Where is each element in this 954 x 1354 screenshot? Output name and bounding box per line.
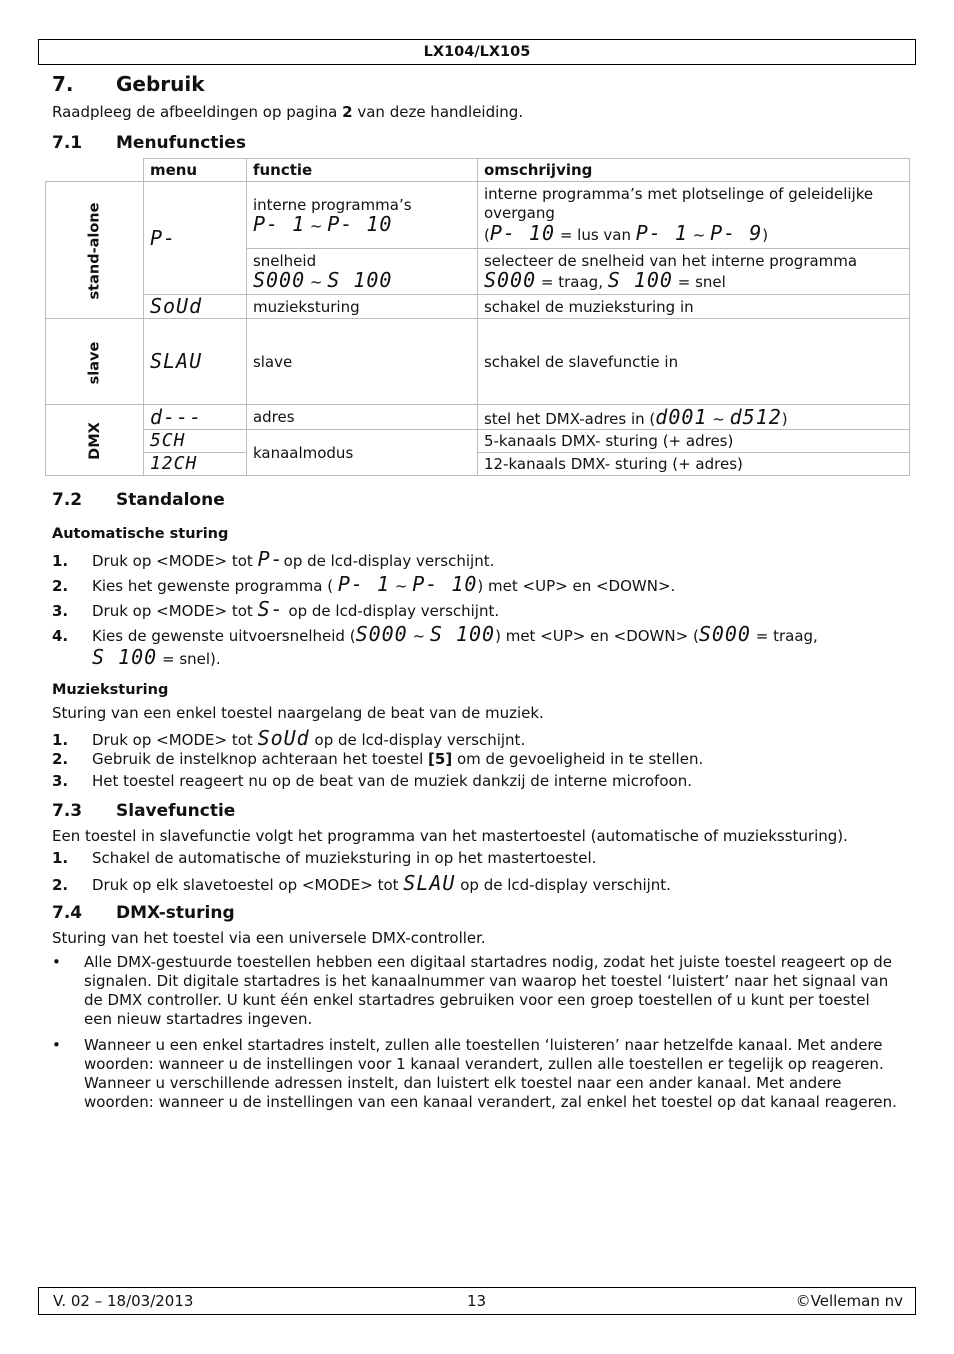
subheading-auto: Automatische sturing xyxy=(52,526,229,542)
dmx-intro: Sturing van het toestel via een universele DMX-controller. xyxy=(52,929,486,947)
omschrijving-cell: 5-kanaals DMX- sturing (+ adres) xyxy=(477,430,909,453)
functie-cell: adres xyxy=(246,405,477,430)
list-item: 4. Kies de gewenste uitvoersnelheid (S000 ~ S 100) met <UP> en <DOWN> (S000 = traag, xyxy=(52,622,818,646)
section-number: 7. xyxy=(52,72,74,96)
functie-cell: interne programma’s P- 1 ~ P- 10 xyxy=(246,182,477,249)
subheading-music: Muzieksturing xyxy=(52,682,169,698)
menu-functions-table xyxy=(45,158,910,476)
table-row xyxy=(46,453,910,476)
menu-cell: 12CH xyxy=(143,453,246,476)
page-header: LX104/LX105 xyxy=(38,39,916,65)
table-row xyxy=(46,295,910,319)
table-row xyxy=(46,405,910,430)
list-item: 2. Druk op elk slavetoestel op <MODE> tot SLAU op de lcd-display verschijnt. xyxy=(52,871,671,895)
list-item: 1. Schakel de automatische of muzieksturing in op het mastertoestel. xyxy=(52,849,597,867)
list-item: 3. Het toestel reageert nu op de beat van de muziek dankzij de interne microfoon. xyxy=(52,772,692,790)
subsection-title: Slavefunctie xyxy=(116,801,236,821)
list-item: 2. Gebruik de instelknop achteraan het toestel [5] om de gevoeligheid in te stellen. xyxy=(52,750,704,768)
subsection-number: 7.1 xyxy=(52,133,83,153)
subsection-number: 7.2 xyxy=(52,490,83,510)
music-intro: Sturing van een enkel toestel naargelang de beat van de muziek. xyxy=(52,704,544,722)
footer-copyright: ©Velleman nv xyxy=(795,1292,903,1310)
bullet-item: • Alle DMX-gestuurde toestellen hebben een digitaal startadres nodig, zodat het juiste toestel reageert op de signalen. Dit digitale startadres is het kanaalnummer van waarop het toestel ‘luistert’ naar het signaal van de DMX controller. U kunt één enkel startadres gebruiken voor een groep toestellen of u kunt per toestel een nieuw startadres ingeven. xyxy=(52,953,893,1028)
section-title: Gebruik xyxy=(116,72,205,96)
footer-page-number: 13 xyxy=(467,1292,487,1310)
menu-cell: d--- xyxy=(143,405,246,430)
list-item: 1. Druk op <MODE> tot SoUd op de lcd-display verschijnt. xyxy=(52,726,526,750)
bullet-item: • Wanneer u een enkel startadres instelt, zullen alle toestellen ‘luisteren’ naar hetzelfde kanaal. Met andere woorden: wanneer u de instellingen voor 1 kanaal verandert, zullen alle toestellen er tegelijk op reageren. Wanneer u verschillende adressen instelt, dan luistert elk toestel naar een ander kanaal. Met andere woorden: wanneer u de instellingen van een kanaal verandert, zal enkel het toestel op dat kanaal reageren. xyxy=(52,1036,897,1111)
col-header-menu: menu xyxy=(143,159,246,182)
omschrijving-cell: stel het DMX-adres in (d001 ~ d512) xyxy=(477,405,909,430)
group-stand-alone: stand-alone xyxy=(46,182,144,319)
table-header-row xyxy=(46,159,910,182)
footer-version: V. 02 – 18/03/2013 xyxy=(53,1292,194,1310)
subsection-title: Menufuncties xyxy=(116,133,246,153)
subsection-number: 7.4 xyxy=(52,903,83,923)
page-footer xyxy=(38,1287,916,1315)
group-slave: slave xyxy=(46,319,144,405)
table-row xyxy=(46,430,910,453)
omschrijving-cell: schakel de muzieksturing in xyxy=(477,295,909,319)
functie-cell: muzieksturing xyxy=(246,295,477,319)
section-intro: Raadpleeg de afbeeldingen op pagina 2 van deze handleiding. xyxy=(52,103,524,121)
functie-cell: snelheid S000 ~ S 100 xyxy=(246,249,477,295)
omschrijving-cell: 12-kanaals DMX- sturing (+ adres) xyxy=(477,453,909,476)
subsection-title: Standalone xyxy=(116,490,225,510)
menu-cell: 5CH xyxy=(143,430,246,453)
list-item: 3. Druk op <MODE> tot S- op de lcd-display verschijnt. xyxy=(52,597,500,621)
menu-cell: P- xyxy=(143,182,246,295)
table-row xyxy=(46,182,910,249)
menu-cell: SLAU xyxy=(143,319,246,405)
menu-cell: SoUd xyxy=(143,295,246,319)
omschrijving-cell: selecteer de snelheid van het interne programma S000 = traag, S 100 = snel xyxy=(477,249,909,295)
functie-cell: slave xyxy=(246,319,477,405)
col-header-omschrijving: omschrijving xyxy=(477,159,909,182)
subsection-title: DMX-sturing xyxy=(116,903,235,923)
list-item-continued: S 100 = snel). xyxy=(92,645,221,669)
omschrijving-cell: interne programma’s met plotselinge of geleidelijke overgang (P- 10 = lus van P- 1 ~ P- 9) xyxy=(477,182,909,249)
table-row xyxy=(46,319,910,405)
col-header-functie: functie xyxy=(246,159,477,182)
omschrijving-cell: schakel de slavefunctie in xyxy=(477,319,909,405)
list-item: 2. Kies het gewenste programma ( P- 1 ~ P- 10) met <UP> en <DOWN>. xyxy=(52,572,676,596)
subsection-number: 7.3 xyxy=(52,801,83,821)
list-item: 1. Druk op <MODE> tot P-op de lcd-display verschijnt. xyxy=(52,547,495,571)
slave-intro: Een toestel in slavefunctie volgt het programma van het mastertoestel (automatische of muziekssturing). xyxy=(52,827,848,845)
group-dmx: DMX xyxy=(46,405,144,476)
functie-cell: kanaalmodus xyxy=(246,430,477,476)
